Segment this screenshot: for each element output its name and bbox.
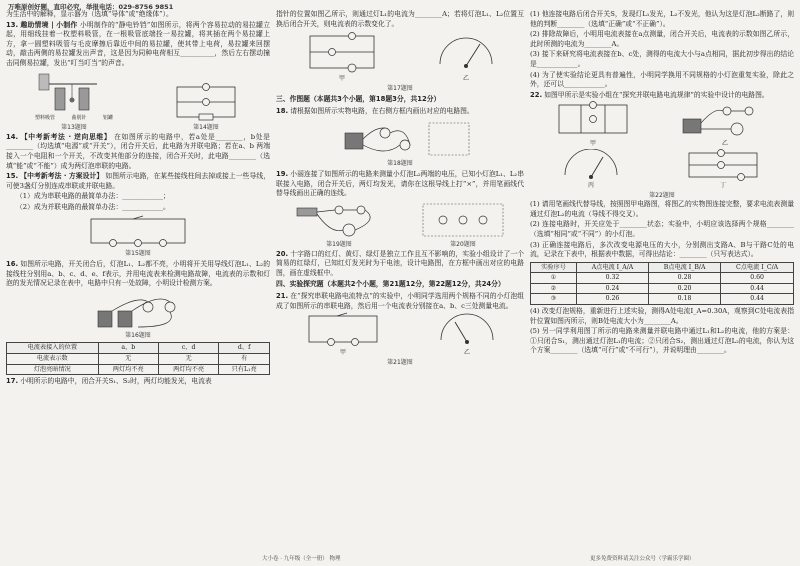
figure-14-circuit	[171, 83, 241, 123]
figure-21-label-a: 甲	[339, 349, 346, 357]
question-13-tag: 趣助情境 | 小制作	[20, 20, 78, 29]
question-21-part-1: (1) 他连接电路后闭合开关S，发现灯L₁发光，L₂不发光，他认为这是灯泡L₂断路了，则他的判断________（选填“正确”或“不正确”）。	[530, 10, 794, 28]
question-16: 16. 如图所示电路，开关闭合后，灯泡L₁、L₂都不亮，小明将开关用导线灯泡L₁、L₂的接线柱分别用a、b、c、d、e、f表示，并用电流表来检测电路故障，电流表的示数和灯泡的发光情况记录在表中，电路中只有一处故障，小明设计检测方案。	[6, 260, 271, 288]
figure-13-label-straw: 塑料吸管	[35, 114, 56, 121]
figure-13-caption: 第13题图	[61, 124, 87, 132]
figures-19-20	[276, 200, 524, 250]
figure-13	[35, 70, 113, 133]
table-row: 灯泡亮暗情况 两灯均不亮 两灯均不亮 只有L₁亮	[7, 364, 270, 375]
question-13: 13. 趣助情境 | 小制作 小明制作的“静电铃铛”如图所示，将两个容易拉动的易拉罐立起，用细线挂着一枚塑料吸管，在一根吸管底端拴一易拉罐，将其插在两个易拉罐上方，拿一圆塑料吸管与毛皮摩擦后靠近中间的易拉罐，使其带上电荷，易拉罐来回摆动，敲击两侧的易拉罐发出声音，这是因为同种电荷相互__________，然后左右摆动撞击同侧易拉罐，发出“叮当叮当”的声音。	[6, 20, 270, 67]
figure-15-circuit	[83, 215, 193, 249]
figure-18	[276, 119, 524, 169]
figure-18-circuit	[325, 119, 475, 159]
question-22: 22. 如图甲所示是实验小组在“探究并联电路电流规律”的实验中设计的电路图。	[530, 90, 769, 99]
question-21: 21. 在“探究串联电路电流特点”的实验中，小明同学选用两个规格不同的小灯泡组成了如图所示的串联电路，然后用一个电流表分别接在a、b、c三处测量电流。	[276, 291, 524, 310]
figure-21-circuit	[301, 312, 385, 348]
figure-16	[6, 291, 270, 341]
figure-17-label-b: 乙	[462, 75, 469, 83]
question-21-part-4: (4) 为了使实验结论更具有普遍性，小明同学换用不同规格的小灯泡重复实验，除此之外，还可以____________。	[530, 70, 794, 89]
table-16-header-row: 电流表接入的位置 a、b c、d d、f	[7, 343, 270, 354]
figure-22-ammeter	[559, 149, 623, 181]
question-21-part-2: (2) 排除故障后，小明用电流表接在a点测量，闭合开关后，电流表的示数如图乙所示，此时所测的电流为________A。	[530, 30, 794, 48]
column-right	[530, 10, 794, 357]
figure-17-caption: 第17题图	[387, 84, 413, 92]
figure-21-label-b: 乙	[463, 349, 470, 357]
figure-13-label-clip: 曲别针	[71, 114, 87, 121]
question-18: 18. 请根据如图所示实物电路，在右侧方框内画出对应的电路图。	[276, 106, 474, 115]
question-22-part-2: (2) 连接电路时，开关应处于________状态；实验中，小明应该选择两个规格________（选填“相同”或“不同”）的小灯泡。	[530, 220, 794, 238]
figure-13-label-can: 铝罐	[102, 114, 113, 121]
figure-16-circuit	[78, 291, 198, 331]
figure-22-label-a: 甲	[589, 140, 596, 148]
figure-17-label-a: 甲	[338, 75, 345, 83]
question-19: 19. 小丽连接了如图所示的电路来测量小灯泡L₂两端的电压，已知小灯泡L₁、L₂串联接入电路，闭合开关后，两灯均发光，请你在这根导线上打“×”，并用笔画线代替导线画出正确的连线。	[276, 170, 524, 198]
question-15-part-2: （2）成为并联电路的最简单办法：____________。	[16, 202, 170, 211]
figure-15	[6, 215, 270, 259]
figure-22-label-c: 丙	[587, 181, 594, 189]
figure-22-circuit-d	[681, 149, 765, 181]
question-15-part-1: （1）成为串联电路的最简单办法：____________；	[16, 192, 170, 201]
question-17: 17. 小明所示的电路中，闭合开关S₁、S₂时，两灯均能发光，电流表	[6, 377, 212, 386]
figures-13-14	[6, 70, 270, 133]
column-middle	[276, 10, 524, 367]
figure-22-circuit-a	[551, 101, 635, 139]
footer-left: 大小卷 · 九年级（全一册） 物理	[262, 556, 341, 562]
figure-20-circuit	[417, 200, 509, 240]
question-22-part-4: (4) 改变灯泡规格，重新进行上述实验，测得A处电流I_A=0.30A，观察到C处电流表指针位置如图丙所示，则B处电流大小为________A。	[530, 307, 794, 325]
section-4-heading: 四、实验探究题（本题共2个小题，第21题12分，第22题12分，共24分）	[276, 280, 505, 289]
figure-16-caption: 第16题图	[125, 331, 151, 339]
figure-20-caption: 第20题图	[450, 240, 476, 248]
figure-19-circuit	[291, 200, 387, 240]
question-17-continued: 指针的位置如图乙所示，则通过灯L₁的电流为________A；若将灯泡L₁、L₂位置互换后闭合开关，则电流表的示数变化了。	[276, 10, 524, 28]
figure-14-caption: 第14题图	[193, 124, 219, 132]
question-22-part-5: (5) 另一同学利用图丁所示的电路来测量并联电路中通过L₁和L₂的电流，他的方案是：①只闭合S₁，测出通过灯泡L₁的电流；②只闭合S₂，测出通过灯泡L₂的电流，你认为这个方案________（选填“可行”或“不可行”），并说明理由________。	[530, 327, 794, 355]
question-22-part-3: (3) 正确连接电路后，多次改变电源电压的大小，分别测出支路A、B与干路C处的电流，记录在下表中，根据表中数据，可得出结论：________（只写表达式）。	[530, 240, 794, 259]
figure-22-bottom	[530, 149, 794, 191]
table-row: ③ 0.26 0.18 0.44	[531, 294, 794, 305]
intro-text: 为生活中的解释，显示器为（选填“导体”或“绝缘体”）。	[6, 10, 173, 18]
table-22	[530, 262, 794, 305]
figure-22-top	[530, 101, 794, 149]
figure-22-caption: 第22题图	[649, 191, 675, 199]
figure-14	[171, 83, 241, 133]
table-row: ② 0.24 0.20 0.44	[531, 283, 794, 294]
question-20: 20. 十字路口的红灯、黄灯、绿灯是独立工作且互不影响的，实验小组设计了一个简易的红绿灯，已知红灯发光时为干电池，设计电路图，在方框中画出对应的电路图，画在虚线框中。	[276, 249, 524, 277]
table-row: ① 0.32 0.28 0.60	[531, 273, 794, 284]
figure-21	[276, 312, 524, 358]
figure-22-label-d: 丁	[719, 181, 726, 189]
figure-18-caption: 第18题图	[387, 159, 413, 167]
figure-17	[276, 30, 524, 84]
figure-15-caption: 第15题图	[125, 249, 151, 257]
figure-22-circuit-b	[677, 101, 773, 139]
question-15: 15. 【中考新考法 · 方案设计】 如图所示电路，在某些接线柱间去掉或接上一些导线，可使3盏灯分别连成串联或并联电路。	[6, 172, 270, 190]
table-22-header-row: 实验序号 A点电流 I_A/A B点电流 I_B/A C点电流 I_C/A	[531, 262, 794, 273]
footer-right: 更多免费资料请关注公众号（学霸乐学圈）	[590, 556, 695, 562]
figure-19-caption: 第19题图	[326, 240, 352, 248]
question-14: 14. 【中考新考法 · 逆向思维】 在如图所示的电路中，若a处是________，b处是________（均选填“电源”或“开关”），闭合开关后，此电路为并联电路；若在a、b 两端接入一个电阻和一个开关，不改变其他部分的连接，闭合开关时，此电路________（选填“能”或“不能”）成为两灯泡串联的电路。	[6, 132, 270, 170]
table-16	[6, 342, 270, 375]
figure-17-circuit	[302, 30, 382, 74]
figure-22-label-b: 乙	[721, 140, 728, 148]
figure-21-caption: 第21题图	[387, 358, 413, 366]
table-row: 电流表示数 无 无 有	[7, 354, 270, 365]
figure-21-ammeter	[435, 312, 499, 348]
question-22-part-1: (1) 请用笔画线代替导线，按照图甲电路图，将图乙的实物图连接完整，要求电流表测量通过灯泡L₂的电流（导线不得交叉）。	[530, 200, 794, 218]
column-left	[6, 10, 270, 388]
page-header: 万唯原创好题，直印必究，举报电话：029-8756 9851	[8, 3, 174, 11]
figure-17-ammeter	[434, 34, 498, 74]
figure-13-illustration	[35, 70, 113, 114]
question-21-part-3: (3) 接下来研究将电流表接在b、c处，测得的电流大小与a点相同，据此初步得出的结论是____________。	[530, 50, 794, 68]
section-3-heading: 三、作图题（本题共3个小题，第18题3分，共12分）	[276, 95, 441, 104]
